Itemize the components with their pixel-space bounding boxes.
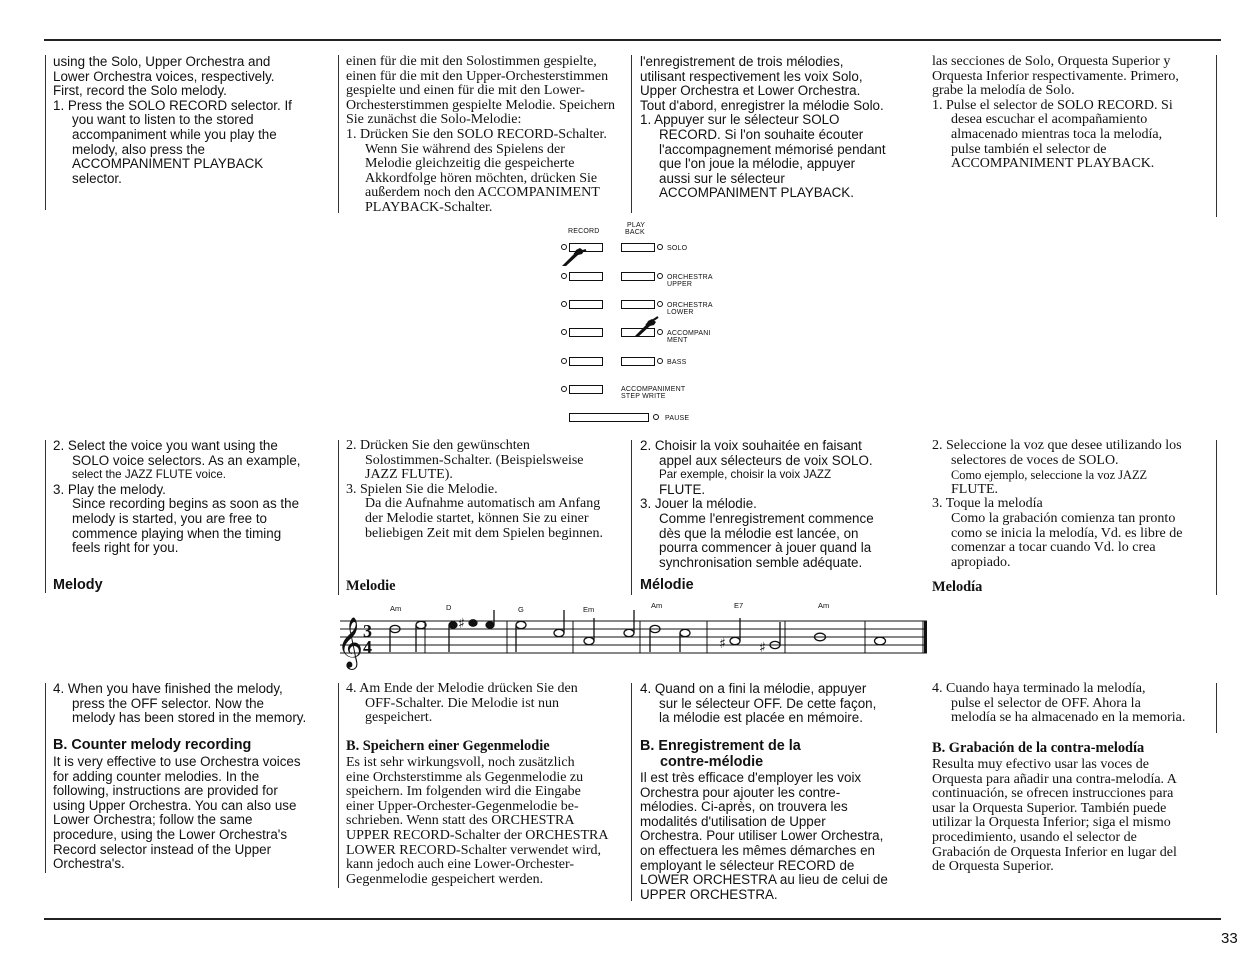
text-line: Comme l'enregistrement commence xyxy=(659,510,874,526)
upper-playback-button xyxy=(621,272,655,281)
text-line: ACCOMPANIMENT PLAYBACK xyxy=(72,156,264,172)
text-line: utilizar la Orquesta Inferior; siga el mismo xyxy=(932,815,1171,831)
text-line: It is very effective to use Orchestra voices xyxy=(53,754,301,769)
text-line: ACCOMPANIMENT PLAYBACK. xyxy=(659,185,854,201)
text-line: Orchesterstimmen gespielte Melodie. Speichern xyxy=(346,97,616,113)
column-bar xyxy=(1216,55,1217,217)
text-line: que l'on joue la mélodie, appuyer xyxy=(659,156,856,172)
playback-header-label: PLAY xyxy=(627,222,646,229)
orchestra-upper-label: ORCHESTRA xyxy=(667,274,713,281)
chord-symbol: Am xyxy=(651,601,663,610)
text-line: feels right for you. xyxy=(72,540,179,556)
section3-german-body xyxy=(346,756,609,887)
lower-playback-led xyxy=(657,301,663,307)
text-line: pourra commencer à jouer quand la xyxy=(659,540,872,556)
bottom-rule xyxy=(44,918,1221,920)
text-line: Orchestra pour ajouter les contre- xyxy=(640,784,841,800)
text-line: sur le sélecteur OFF. De cette façon, xyxy=(659,695,877,711)
text-line: Lower Orchestra; follow the same xyxy=(53,812,253,828)
text-line: Wenn Sie während des Spielens der xyxy=(365,141,565,157)
text-line: der Melodie startet, können Sie zu einer xyxy=(365,510,589,526)
text-line: 4. Cuando haya terminado la melodía, xyxy=(932,681,1146,696)
text-line: einer Upper-Orchester-Gegenmelodie be- xyxy=(346,798,579,814)
step-write-button xyxy=(569,385,603,394)
text-line: procedure, using the Lower Orchestra's xyxy=(53,826,288,842)
accompaniment-label: ACCOMPANI xyxy=(667,330,711,337)
text-line: las secciones de Solo, Orquesta Superior y xyxy=(932,54,1171,69)
pause-button xyxy=(569,413,649,422)
text-line: comenzar a tocar cuando Vd. lo crea xyxy=(951,540,1156,556)
section2-french xyxy=(640,439,874,570)
text-line: FLUTE. xyxy=(659,481,706,497)
text-line: Akkordfolge hören möchten, drücken Sie xyxy=(365,170,598,186)
step-write-label: STEP WRITE xyxy=(621,393,666,400)
text-line: Sie zunächst die Solo-Melodie: xyxy=(346,112,522,128)
text-line: einen für die mit den Solostimmen gespielte, xyxy=(346,54,597,69)
column-bar xyxy=(1216,683,1217,733)
text-line: 2. Seleccione la voz que desee utilizando los xyxy=(932,438,1182,453)
text-line: select the JAZZ FLUTE voice. xyxy=(72,468,226,482)
counter-melody-heading-french: B. Enregistrement de la xyxy=(640,738,801,754)
orchestra-upper-label: UPPER xyxy=(667,281,693,288)
text-line: 4. Am Ende der Melodie drücken Sie den xyxy=(346,681,578,696)
text-line: Solostimmen-Schalter. (Beispielsweise xyxy=(365,452,584,468)
melody-heading-spanish: Melodía xyxy=(932,579,983,595)
bass-playback-button xyxy=(621,357,655,366)
text-line: 4. When you have finished the melody, xyxy=(53,681,283,696)
melody-heading-french: Mélodie xyxy=(640,577,694,593)
text-line: 2. Drücken Sie den gewünschten xyxy=(346,438,530,453)
text-line: Record selector instead of the Upper xyxy=(53,841,272,857)
text-line: selector. xyxy=(72,170,122,186)
text-line: LOWER ORCHESTRA au lieu de celui de xyxy=(640,872,888,888)
text-line: apropiado. xyxy=(951,554,1011,570)
text-line: using Upper Orchestra. You can also use xyxy=(53,797,297,813)
solo-playback-led xyxy=(657,244,663,250)
text-line: mélodies. Ci-après, on trouvera les xyxy=(640,799,848,815)
melody-heading-german: Melodie xyxy=(346,578,396,594)
pointing-hand-icon xyxy=(560,246,590,268)
chord-symbol: E7 xyxy=(734,601,744,610)
sharp-icon: ♯ xyxy=(458,616,465,632)
page-number: 33 xyxy=(1221,930,1238,947)
text-line: speichern. Im folgenden wird die Eingabe xyxy=(346,784,581,800)
bass-record-led xyxy=(561,358,567,364)
text-line: OFF-Schalter. Die Melodie ist nun xyxy=(365,695,560,711)
text-line: l'accompagnement mémorisé pendant xyxy=(659,141,886,157)
text-line: 1. Press the SOLO RECORD selector. If xyxy=(53,97,292,113)
text-line: SOLO voice selectors. As an example, xyxy=(72,452,301,468)
text-line: commence playing when the timing xyxy=(72,525,282,541)
solo-playback-button xyxy=(621,243,655,252)
playback-header-label: BACK xyxy=(625,229,645,236)
text-line: using the Solo, Upper Orchestra and xyxy=(53,54,271,69)
column-bar xyxy=(631,55,632,213)
lower-record-led xyxy=(561,301,567,307)
text-line: employant le sélecteur RECORD de xyxy=(640,857,855,873)
column-bar xyxy=(631,683,632,901)
text-line: Orquesta para añadir una contra-melodía. A xyxy=(932,771,1177,787)
text-line: beliebigen Zeit mit dem Spielen beginnen. xyxy=(365,525,603,541)
section3-spanish-body xyxy=(932,758,1177,875)
text-line: Lower Orchestra voices, respectively. xyxy=(53,68,275,84)
pointing-hand-icon xyxy=(632,315,662,339)
section2-spanish xyxy=(932,439,1182,570)
text-line: continuación, se ofrecen instrucciones para xyxy=(932,786,1174,802)
text-line: Resulta muy efectivo usar las voces de xyxy=(932,757,1149,772)
counter-melody-heading-french: contre-mélodie xyxy=(660,754,764,770)
counter-melody-heading-german: B. Speichern einer Gegenmelodie xyxy=(346,738,550,754)
text-line: 3. Toque la melodía xyxy=(932,496,1043,512)
text-line: aussi sur le sélecteur xyxy=(659,170,785,186)
accomp-record-button xyxy=(569,328,603,337)
text-line: außerdem noch den ACCOMPANIMENT xyxy=(365,185,600,201)
text-line: eine Orchsterstimme als Gegenmelodie zu xyxy=(346,769,584,785)
text-line: 1. Drücken Sie den SOLO RECORD-Schalter. xyxy=(346,126,607,142)
text-line: Il est très efficace d'employer les voix xyxy=(640,770,862,785)
section1-french xyxy=(640,55,886,201)
text-line: First, record the Solo melody. xyxy=(53,83,227,99)
text-line: Par exemple, choisir la voix JAZZ xyxy=(659,468,832,482)
text-line: ACCOMPANIMENT PLAYBACK. xyxy=(951,156,1155,172)
chord-symbol: Am xyxy=(818,601,830,610)
section3-english xyxy=(53,682,306,726)
section3-german xyxy=(346,682,578,726)
time-signature-bottom: 4 xyxy=(363,637,372,657)
treble-clef-icon: 𝄞 xyxy=(337,617,364,668)
text-line: gespeichert. xyxy=(365,710,433,726)
accomp-record-led xyxy=(561,329,567,335)
text-line: grabe la melodía de Solo. xyxy=(932,83,1075,99)
text-line: pulse también el selector de xyxy=(951,141,1107,157)
text-line: Tout d'abord, enregistrer la mélodie Solo. xyxy=(640,97,884,113)
text-line: 3. Spielen Sie die Melodie. xyxy=(346,481,498,497)
text-line: desea escuchar el acompañamiento xyxy=(951,112,1148,128)
section2-english xyxy=(53,439,301,556)
lower-record-button xyxy=(569,300,603,309)
section1-german xyxy=(346,55,615,216)
section1-spanish xyxy=(932,55,1179,172)
text-line: for adding counter melodies. In the xyxy=(53,768,260,784)
text-line: modalités d'utilisation de Upper xyxy=(640,813,826,829)
chord-symbol: Em xyxy=(583,605,595,614)
text-line: la mélodie est placée en mémoire. xyxy=(659,710,863,726)
text-line: Since recording begins as soon as the xyxy=(72,496,300,512)
text-line: 1. Appuyer sur le sélecteur SOLO xyxy=(640,112,840,128)
text-line: como se inicia la melodía, Vd. es libre de xyxy=(951,525,1183,541)
step-write-led xyxy=(561,386,567,392)
pause-led xyxy=(653,414,659,420)
chord-symbol: G xyxy=(518,605,524,614)
column-bar xyxy=(45,440,46,593)
text-line: melody is started, you are free to xyxy=(72,510,268,526)
sharp-icon: ♯ xyxy=(759,640,766,656)
column-bar xyxy=(338,55,339,213)
text-line: usar la Orquesta Superior. También puede xyxy=(932,800,1167,816)
text-line: on effectuera les mêmes démarches en xyxy=(640,842,875,858)
text-line: 4. Quand on a fini la mélodie, appuyer xyxy=(640,681,867,696)
text-line: FLUTE. xyxy=(951,481,999,497)
text-line: Gegenmelodie gespeichert werden. xyxy=(346,871,544,887)
text-line: Orquesta Inferior respectivamente. Primero, xyxy=(932,68,1179,84)
text-line: accompaniment while you play the xyxy=(72,126,277,142)
upper-record-led xyxy=(561,273,567,279)
text-line: melody has been stored in the memory. xyxy=(72,710,307,726)
text-line: kann jedoch auch eine Lower-Orchester- xyxy=(346,857,574,873)
counter-melody-heading-spanish: B. Grabación de la contra-melodía xyxy=(932,740,1145,756)
section3-english-body xyxy=(53,755,301,872)
text-line: 3. Jouer la mélodie. xyxy=(640,496,757,512)
chord-symbol: D xyxy=(446,603,452,612)
text-line: 2. Select the voice you want using the xyxy=(53,438,278,453)
text-line: RECORD. Si l'on souhaite écouter xyxy=(659,126,864,142)
column-bar xyxy=(1216,440,1217,595)
text-line: schrieben. Wenn statt des ORCHESTRA xyxy=(346,813,575,829)
text-line: following, instructions are provided for xyxy=(53,783,278,799)
text-line: selectores de voces de SOLO. xyxy=(951,452,1119,468)
text-line: Como ejemplo, seleccione la voz JAZZ xyxy=(951,468,1148,483)
sharp-icon: ♯ xyxy=(719,636,726,652)
text-line: LOWER RECORD-Schalter verwendet wird, xyxy=(346,842,602,858)
column-bar xyxy=(45,683,46,873)
text-line: press the OFF selector. Now the xyxy=(72,695,265,711)
lower-playback-button xyxy=(621,300,655,309)
solo-label: SOLO xyxy=(667,245,688,252)
text-line: you want to listen to the stored xyxy=(72,112,254,128)
text-line: Como la grabación comienza tan pronto xyxy=(951,510,1176,526)
text-line: 1. Pulse el selector de SOLO RECORD. Si xyxy=(932,97,1173,113)
column-bar xyxy=(45,55,46,210)
text-line: utilisant respectivement les voix Solo, xyxy=(640,68,863,84)
top-rule xyxy=(44,39,1221,41)
text-line: gespielte und einen für die mit den Lower- xyxy=(346,83,585,99)
column-bar xyxy=(338,440,339,595)
upper-record-button xyxy=(569,272,603,281)
record-header-label: RECORD xyxy=(568,228,600,235)
accompaniment-label: MENT xyxy=(667,337,688,344)
text-line: Upper Orchestra et Lower Orchestra. xyxy=(640,83,861,99)
melody-heading-english: Melody xyxy=(53,577,103,593)
text-line: Grabación de Orquesta Inferior en lugar del xyxy=(932,844,1177,860)
text-line: 2. Choisir la voix souhaitée en faisant xyxy=(640,438,862,453)
orchestra-lower-label: LOWER xyxy=(667,309,694,316)
text-line: de Orquesta Superior. xyxy=(932,859,1054,875)
bass-label: BASS xyxy=(667,359,687,366)
text-line: PLAYBACK-Schalter. xyxy=(365,199,493,215)
text-line: melodía se ha almacenado en la memoria. xyxy=(951,710,1186,726)
column-bar xyxy=(631,440,632,595)
text-line: melody, also press the xyxy=(72,141,205,157)
text-line: Melodie gleichzeitig die gespeicherte xyxy=(365,156,575,172)
music-staff xyxy=(335,610,935,670)
text-line: einen für die mit den Upper-Orchesterstimmen xyxy=(346,68,609,84)
text-line: synchronisation semble adéquate. xyxy=(659,554,863,570)
text-line: Orchestra's. xyxy=(53,856,125,872)
bass-record-button xyxy=(569,357,603,366)
column-bar xyxy=(338,683,339,888)
chord-symbol: Am xyxy=(390,604,402,613)
text-line: JAZZ FLUTE). xyxy=(365,467,453,483)
text-line: almacenado mientras toca la melodía, xyxy=(951,126,1163,142)
pause-label: PAUSE xyxy=(665,415,690,422)
text-line: l'enregistrement de trois mélodies, xyxy=(640,54,844,69)
text-line: pulse el selector de OFF. Ahora la xyxy=(951,695,1141,711)
section2-german xyxy=(346,439,603,541)
time-signature-top: 3 xyxy=(363,621,372,641)
counter-melody-heading-english: B. Counter melody recording xyxy=(53,737,252,753)
text-line: 3. Play the melody. xyxy=(53,481,166,497)
text-line: UPPER ORCHESTRA. xyxy=(640,886,778,902)
text-line: UPPER RECORD-Schalter der ORCHESTRA xyxy=(346,827,609,843)
text-line: Orchestra. Pour utiliser Lower Orchestra, xyxy=(640,828,884,844)
section1-english xyxy=(53,55,292,186)
text-line: Da die Aufnahme automatisch am Anfang xyxy=(365,496,601,512)
section3-french-body xyxy=(640,771,888,902)
text-line: dès que la mélodie est lancée, on xyxy=(659,525,859,541)
orchestra-lower-label: ORCHESTRA xyxy=(667,302,713,309)
bass-playback-led xyxy=(657,358,663,364)
section3-spanish xyxy=(932,682,1185,726)
text-line: appel aux sélecteurs de voix SOLO. xyxy=(659,452,873,468)
text-line: Es ist sehr wirkungsvoll, noch zusätzlich xyxy=(346,755,575,770)
text-line: procedimiento, usando el selector de xyxy=(932,829,1137,845)
upper-playback-led xyxy=(657,273,663,279)
step-write-label: ACCOMPANIMENT xyxy=(621,386,686,393)
section3-french xyxy=(640,682,876,726)
